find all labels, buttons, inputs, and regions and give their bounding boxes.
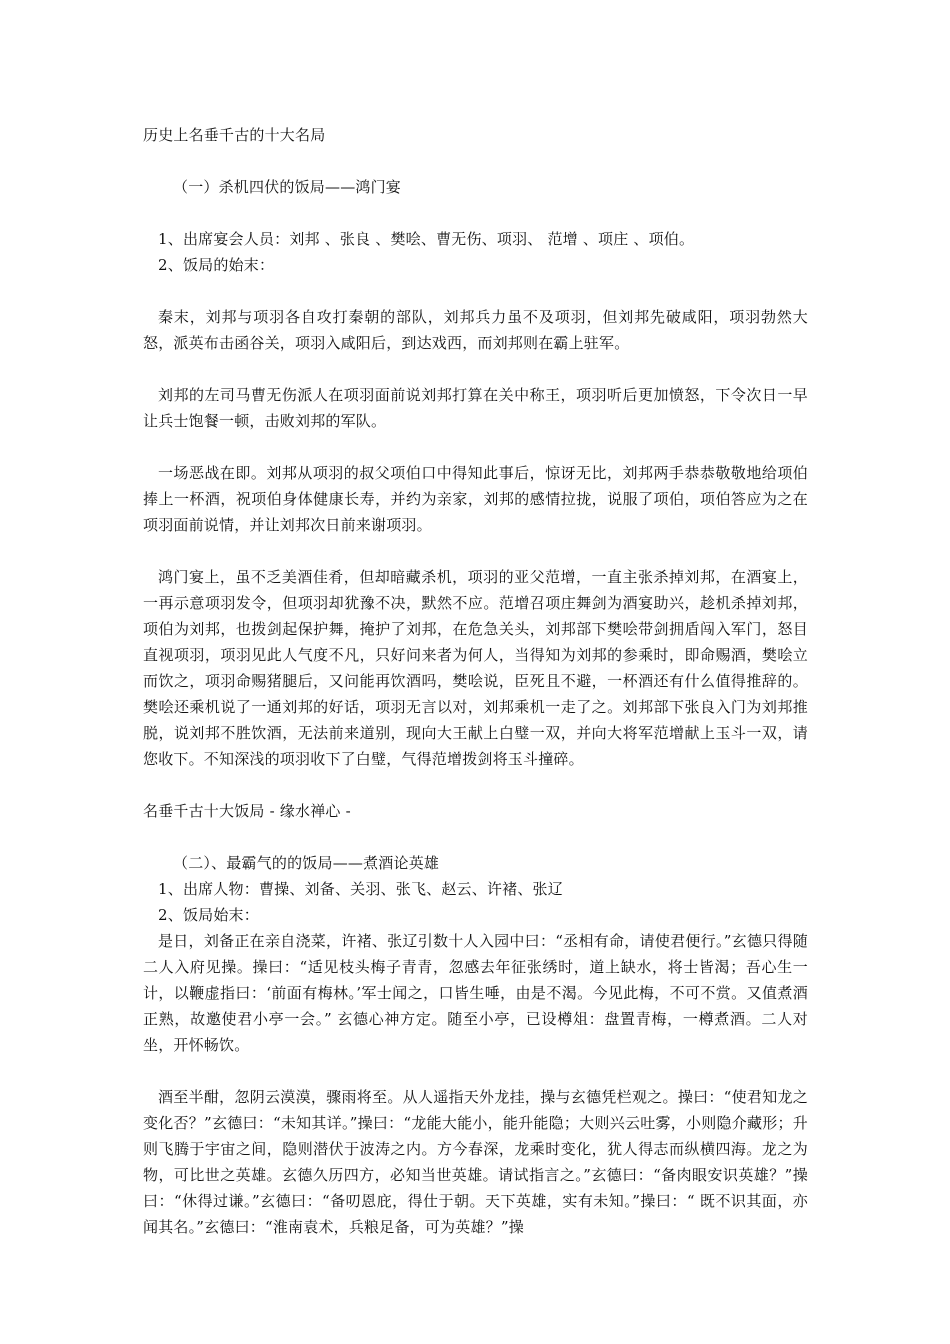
spacer bbox=[143, 1058, 808, 1084]
spacer bbox=[143, 824, 808, 850]
spacer bbox=[143, 434, 808, 460]
section1-item-attendees: 1、出席宴会人员：刘邦 、张良 、樊哙、曹无伤、项羽、 范增 、项庄 、项伯。 bbox=[158, 230, 695, 248]
section1-paragraph: 鸿门宴上，虽不乏美酒佳肴，但却暗藏杀机，项羽的亚父范增，一直主张杀掉刘邦，在酒宴上，一再示意项羽发令，但项羽却犹豫不决，默然不应。范增召项庄舞剑为酒宴助兴，趁机杀掉刘邦，项伯为刘邦，也拨剑起保护舞，掩护了刘邦，在危急关头，刘邦部下樊哙带剑拥盾闯入军门，怒目直视项羽，项羽见此人气度不凡，只好问来者为何人，当得知为刘邦的参乘时，即命赐酒，樊哙立而饮之，项羽命赐猪腿后，又问能再饮酒吗，樊哙说，臣死且不避，一杯酒还有什么值得推辞的。樊哙还乘机说了一通刘邦的好话，项羽无言以对，刘邦乘机一走了之。刘邦部下张良入门为刘邦推脱，说刘邦不胜饮酒，无法前来道别，现向大王献上白璧一双，并向大将军范增献上玉斗一双，请您收下。不知深浅的项羽收下了白璧，气得范增拨剑将玉斗撞碎。 bbox=[143, 568, 808, 768]
section2-item-story: 2、饭局始末： bbox=[158, 906, 259, 924]
spacer bbox=[143, 772, 808, 798]
section2-paragraph: 是日，刘备正在亲自浇菜，许褚、张辽引数十人入园中曰：“丞相有命，请使君便行。”玄德只得随二人入府见操。操曰：“适见枝头梅子青青，忽感去年征张绣时，道上缺水，将士皆渴；吾心生一计，以鞭虚指曰：‘前面有梅林。’军士闻之，口皆生唾，由是不渴。今见此梅，不可不赏。又值煮酒正熟，故邀使君小亭一会。” 玄德心神方定。随至小亭，已设樽俎：盘置青梅，一樽煮酒。二人对坐，开怀畅饮。 bbox=[143, 932, 808, 1054]
spacer bbox=[143, 278, 808, 304]
section2-paragraph: 酒至半酣，忽阴云漠漠，骤雨将至。从人遥指天外龙挂，操与玄德凭栏观之。操曰：“使君知龙之变化否？”玄德曰：“未知其详。”操曰：“龙能大能小，能升能隐；大则兴云吐雾，小则隐介藏形；升则飞腾于宇宙之间，隐则潜伏于波涛之内。方今春深，龙乘时变化，犹人得志而纵横四海。龙之为物，可比世之英雄。玄德久历四方，必知当世英雄。请试指言之。”玄德曰：“备肉眼安识英雄？”操曰：“休得过谦。”玄德曰：“备叨恩庇，得仕于朝。天下英雄，实有未知。”操曰：“ 既不识其面，亦闻其名。”玄德曰：“淮南袁术，兵粮足备，可为英雄？”操 bbox=[143, 1088, 808, 1236]
spacer bbox=[143, 200, 808, 226]
section2-item-attendees: 1、出席人物：曹操、刘备、关羽、张飞、赵云、许褚、张辽 bbox=[158, 880, 563, 898]
section1-paragraph: 刘邦的左司马曹无伤派人在项羽面前说刘邦打算在关中称王，项羽听后更加愤怒，下令次日一早让兵士饱餐一顿，击败刘邦的军队。 bbox=[143, 386, 808, 430]
section1-heading: （一）杀机四伏的饭局——鸿门宴 bbox=[173, 178, 402, 196]
document-page bbox=[143, 122, 808, 1240]
section2-heading: （二）、最霸气的的饭局——煮酒论英雄 bbox=[173, 854, 440, 872]
section1-paragraph: 一场恶战在即。刘邦从项羽的叔父项伯口中得知此事后，惊讶无比，刘邦两手恭恭敬敬地给项伯捧上一杯酒，祝项伯身体健康长寿，并约为亲家，刘邦的感情拉拢，说服了项伯，项伯答应为之在项羽面前说情，并让刘邦次日前来谢项羽。 bbox=[143, 464, 808, 534]
spacer bbox=[143, 148, 808, 174]
source-line: 名垂千古十大饭局 - 缘水禅心 - bbox=[143, 802, 351, 820]
section1-paragraph: 秦末，刘邦与项羽各自攻打秦朝的部队，刘邦兵力虽不及项羽，但刘邦先破咸阳，项羽勃然大怒，派英布击函谷关，项羽入咸阳后，到达戏西，而刘邦则在霸上驻军。 bbox=[143, 308, 808, 352]
spacer bbox=[143, 538, 808, 564]
spacer bbox=[143, 356, 808, 382]
section1-item-story: 2、饭局的始末： bbox=[158, 256, 275, 274]
document-title: 历史上名垂千古的十大名局 bbox=[143, 126, 326, 144]
